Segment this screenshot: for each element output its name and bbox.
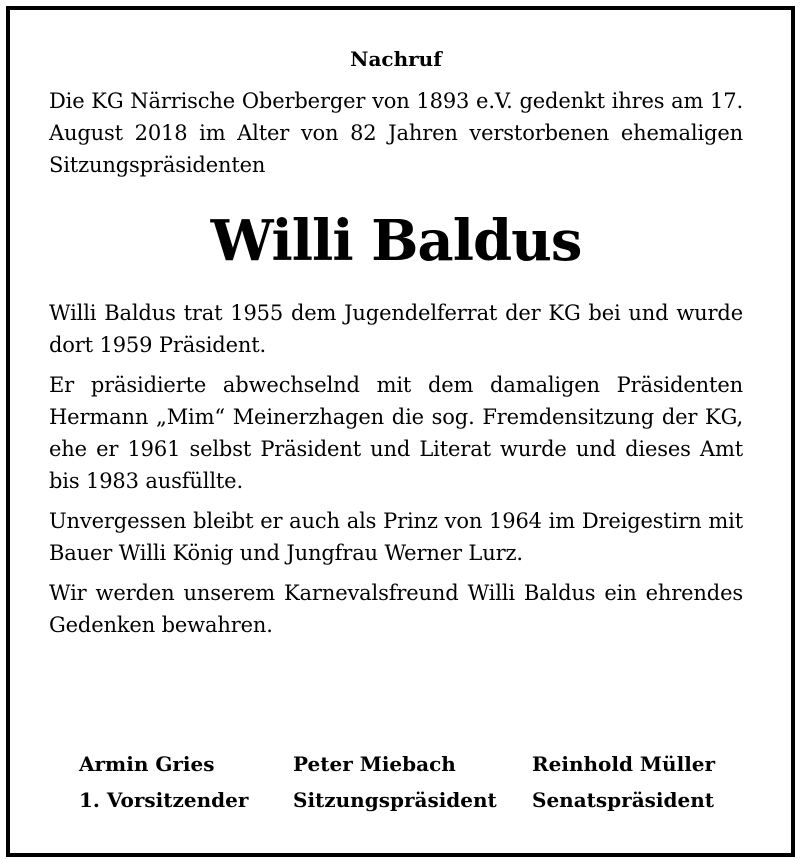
signatory-name: Armin Gries (79, 752, 215, 776)
paragraph: Willi Baldus trat 1955 dem Jugendelferrat der KG bei und wurde dort 1959 Präsident. (49, 301, 743, 357)
signatory-role: 1. Vorsitzender (79, 788, 249, 812)
paragraph: Unvergessen bleibt er auch als Prinz von 1964 im Dreigestirn mit Bauer Willi König und Jungfrau Werner Lurz. (49, 509, 743, 565)
obituary-content (49, 36, 743, 649)
obituary-intro: Die KG Närrische Oberberger von 1893 e.V. gedenkt ihres am 17. August 2018 im Alter von 82 Jahren verstorbenen ehemaligen Sitzungspräsidenten (49, 89, 743, 177)
signatory-role: Senatspräsident (532, 788, 714, 812)
signatory-role: Sitzungspräsident (293, 788, 497, 812)
deceased-name: Willi Baldus (210, 208, 582, 274)
signatory-names (79, 746, 739, 782)
paragraph: Wir werden unserem Karnevalsfreund Willi Baldus ein ehrendes Gedenken bewahren. (49, 581, 743, 637)
signatory-roles (79, 782, 739, 818)
signatory-name: Reinhold Müller (532, 752, 716, 776)
obituary-heading: Nachruf (350, 47, 442, 71)
signature-block (79, 746, 739, 818)
paragraph: Er präsidierte abwechselnd mit dem damaligen Präsidenten Hermann „Mim“ Meinerzhagen die sog. Fremdensitzung der KG, ehe er 1961 selbst Präsident und Literat wurde und dieses Amt bis 1983 ausfüllte. (49, 373, 743, 493)
signatory-name: Peter Miebach (293, 752, 456, 776)
